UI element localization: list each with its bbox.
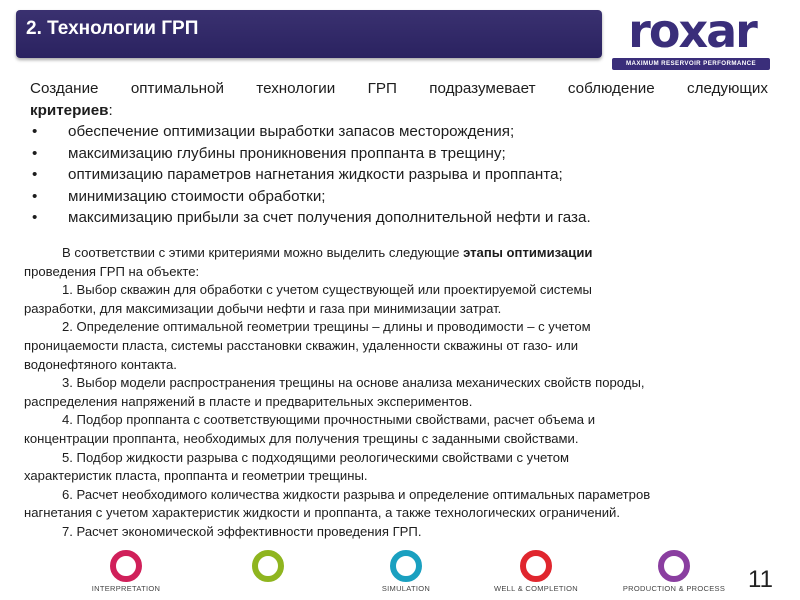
step-2-line-2: проницаемости пласта, системы расстановки скважин, удаленности скважины от газо- или <box>24 337 579 353</box>
step-5-line-2: характеристик пласта, проппанта и геометрии трещины. <box>24 468 368 484</box>
magenta-ring-icon <box>110 550 142 582</box>
step-4-line-2: концентрации проппанта, необходимых для получения трещины с заданными свойствами. <box>24 430 579 446</box>
steps-lead <box>24 244 776 263</box>
intro-line-2 <box>30 100 768 122</box>
purple-ring-icon <box>658 550 690 582</box>
criteria-text: минимизацию стоимости обработки; <box>68 187 326 205</box>
step-2-line-1: 2. Определение оптимальной геометрии трещины – длины и проводимости – с учетом <box>62 319 591 335</box>
step-4-line-1: 4. Подбор проппанта с соответствующими прочностными свойствами, расчет объема и <box>62 412 596 428</box>
footer <box>0 546 800 600</box>
footer-label: WELL & COMPLETION <box>493 584 578 593</box>
step-1-line-1: 1. Выбор скважин для обработки с учетом существующей или проектируемой системы <box>62 282 592 298</box>
optimization-steps <box>24 244 776 542</box>
step-1-line-2: разработки, для максимизации добычи нефти и газа при минимизации затрат. <box>24 300 502 316</box>
criteria-text: обеспечение оптимизации выработки запасов месторождения; <box>68 123 515 140</box>
lead-text: В соответствии с этими критериями можно выделить следующие <box>62 245 464 260</box>
logo-word: roxar <box>628 4 756 58</box>
bullet: • <box>32 187 38 205</box>
step-3-line-2: распределения напряжений в пласте и предварительных экспериментов. <box>24 393 473 409</box>
list-item <box>30 207 768 229</box>
criteria-text: оптимизацию параметров нагнетания жидкости разрыва и проппанта; <box>68 166 563 183</box>
page-number: 11 <box>748 566 773 593</box>
page-title: 2. Технологии ГРП <box>26 18 199 39</box>
list-item <box>30 186 768 208</box>
footer-label: PRODUCTION & PROCESS <box>622 584 726 593</box>
list-item <box>30 121 768 143</box>
criteria-text: максимизацию прибыли за счет получения дополнительной нефти и газа. <box>68 209 591 226</box>
criteria-list <box>30 121 768 229</box>
footer-label: SIMULATION <box>381 584 431 593</box>
bullet: • <box>32 144 38 162</box>
step-7-line-1: 7. Расчет экономической эффективности проведения ГРП. <box>62 523 422 539</box>
bullet: • <box>32 209 38 226</box>
footer-label: INTERPRETATION <box>91 584 161 593</box>
logo-tagline: MAXIMUM RESERVOIR PERFORMANCE <box>612 58 770 70</box>
teal-ring-icon <box>390 550 422 582</box>
intro-line-1: Создание оптимальной технологии ГРП подразумевает соблюдение следующих <box>30 80 768 97</box>
bullet: • <box>32 166 38 183</box>
criteria-text: максимизацию глубины проникновения проппанта в трещину; <box>68 144 506 162</box>
intro-block <box>30 78 768 229</box>
list-item <box>30 164 768 186</box>
title-bar <box>16 10 602 58</box>
list-item <box>30 143 768 165</box>
green-ring-icon <box>252 550 284 582</box>
lead-keyword: этапы оптимизации <box>463 245 593 260</box>
intro-colon: : <box>108 101 113 119</box>
step-6-line-1: 6. Расчет необходимого количества жидкости разрыва и определение оптимальных параметров <box>62 486 651 502</box>
step-6-line-2: нагнетания с учетом характеристик жидкости и проппанта, а также технологических ограничений. <box>24 505 620 521</box>
bullet: • <box>32 123 38 140</box>
criteria-keyword: критериев <box>30 101 109 119</box>
red-ring-icon <box>520 550 552 582</box>
step-5-line-1: 5. Подбор жидкости разрыва с подходящими реологическими свойствами с учетом <box>62 449 570 465</box>
steps-lead-2: проведения ГРП на объекте: <box>24 263 200 279</box>
step-3-line-1: 3. Выбор модели распространения трещины на основе анализа механических свойств породы, <box>62 375 645 391</box>
roxar-logo <box>612 4 772 72</box>
step-2-line-3: водонефтяного контакта. <box>24 356 177 372</box>
